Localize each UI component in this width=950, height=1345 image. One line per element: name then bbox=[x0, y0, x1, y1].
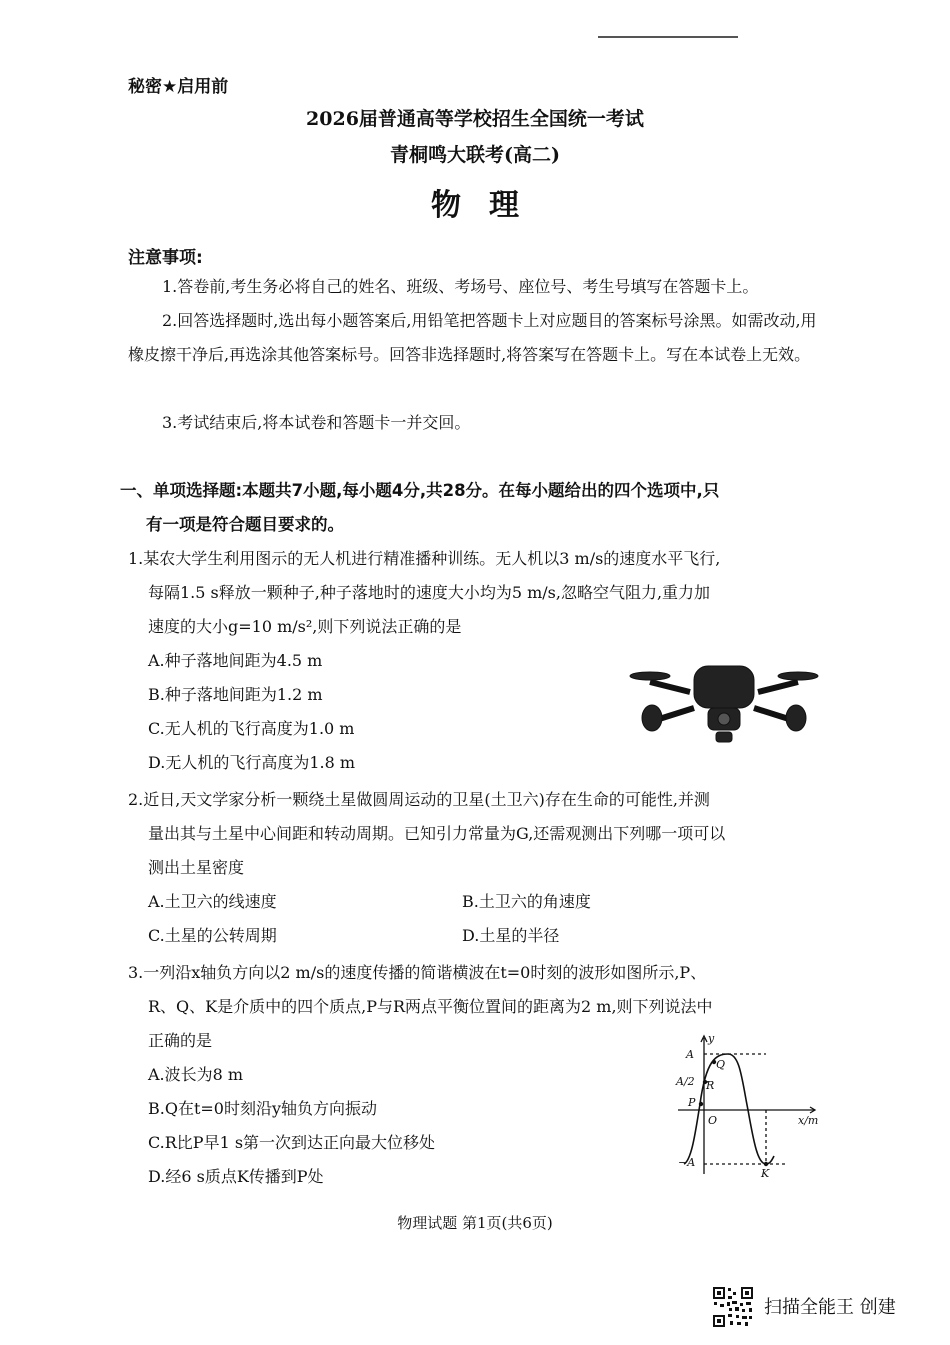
section-line-2: 有一项是符合题目要求的。 bbox=[146, 515, 344, 534]
q2-line-3: 测出土星密度 bbox=[148, 858, 245, 877]
secret-label: 秘密★启用前 bbox=[128, 77, 229, 97]
question-2 bbox=[128, 783, 820, 885]
section-line-1: 一、单项选择题:本题共7小题,每小题4分,共28分。在每小题给出的四个选项中,只 bbox=[120, 481, 720, 500]
wave-graph bbox=[670, 1032, 822, 1180]
q2-option-c: C.土星的公转周期 bbox=[148, 926, 277, 945]
q2-option-d: D.土星的半径 bbox=[462, 926, 560, 945]
qr-code-icon bbox=[712, 1286, 754, 1328]
q1-line-3: 速度的大小g=10 m/s²,则下列说法正确的是 bbox=[148, 617, 462, 636]
q2-line-2: 量出其与土星中心间距和转动周期。已知引力常量为G,还需观测出下列哪一项可以 bbox=[148, 824, 726, 843]
page-footer: 物理试题 第1页(共6页) bbox=[397, 1214, 553, 1232]
point-p bbox=[699, 1102, 703, 1106]
label-x: x/m bbox=[798, 1114, 819, 1127]
exam-title: 2026届普通高等学校招生全国统一考试 bbox=[306, 108, 644, 130]
notice-item-3: 3.考试结束后,将本试卷和答题卡一并交回。 bbox=[162, 413, 471, 432]
notice-item-2: 2.回答选择题时,选出每小题答案后,用铅笔把答题卡上对应题目的答案标号涂黑。如需改动,用橡皮擦干净后,再选涂其他答案标号。回答非选择题时,将答案写在答题卡上。写在本试卷上无效。 bbox=[128, 311, 817, 364]
scanner-brand: 扫描全能王 创建 bbox=[764, 1297, 896, 1318]
section-heading bbox=[120, 474, 820, 542]
label-p: P bbox=[688, 1096, 696, 1109]
q1-option-c: C.无人机的飞行高度为1.0 m bbox=[148, 719, 355, 738]
wave-curve bbox=[684, 1054, 774, 1164]
label-origin: O bbox=[708, 1114, 718, 1127]
q3-line-3: 正确的是 bbox=[148, 1031, 213, 1050]
q1-option-a: A.种子落地间距为4.5 m bbox=[148, 651, 323, 670]
notice-item-1: 1.答卷前,考生务必将自己的姓名、班级、考场号、座位号、考生号填写在答题卡上。 bbox=[162, 277, 759, 296]
q2-option-a: A.土卫六的线速度 bbox=[148, 892, 277, 911]
label-y: y bbox=[708, 1032, 715, 1045]
exam-subtitle: 青桐鸣大联考(高二) bbox=[390, 144, 560, 166]
label-k: K bbox=[761, 1167, 770, 1180]
label-r: R bbox=[706, 1079, 715, 1092]
q1-line-1: 1.某农大学生利用图示的无人机进行精准播种训练。无人机以3 m/s的速度水平飞行, bbox=[128, 549, 721, 568]
point-k bbox=[764, 1162, 768, 1166]
label-q: Q bbox=[716, 1058, 726, 1071]
q1-option-b: B.种子落地间距为1.2 m bbox=[148, 685, 323, 704]
label-neg-a: −A bbox=[678, 1156, 696, 1169]
q3-option-a: A.波长为8 m bbox=[148, 1065, 244, 1084]
drone-image bbox=[628, 652, 820, 746]
q2-option-b: B.土卫六的角速度 bbox=[462, 892, 591, 911]
q3-option-d: D.经6 s质点K传播到P处 bbox=[148, 1167, 324, 1186]
subject-title: 物理 bbox=[431, 188, 547, 223]
notice-heading: 注意事项: bbox=[128, 248, 203, 268]
q3-line-1: 3.一列沿x轴负方向以2 m/s的速度传播的简谐横波在t=0时刻的波形如图所示,P、 bbox=[128, 963, 707, 982]
q3-line-2: R、Q、K是介质中的四个质点,P与R两点平衡位置间的距离为2 m,则下列说法中 bbox=[148, 997, 713, 1016]
q3-option-b: B.Q在t=0时刻沿y轴负方向振动 bbox=[148, 1099, 378, 1118]
q1-option-d: D.无人机的飞行高度为1.8 m bbox=[148, 753, 356, 772]
q3-option-c: C.R比P早1 s第一次到达正向最大位移处 bbox=[148, 1133, 436, 1152]
scan-mark-line bbox=[598, 36, 738, 38]
q1-line-2: 每隔1.5 s释放一颗种子,种子落地时的速度大小均为5 m/s,忽略空气阻力,重力加 bbox=[148, 583, 711, 602]
label-half-a: A/2 bbox=[676, 1075, 695, 1088]
q2-line-1: 2.近日,天文学家分析一颗绕土星做圆周运动的卫星(土卫六)存在生命的可能性,并测 bbox=[128, 790, 710, 809]
label-a: A bbox=[686, 1048, 694, 1061]
